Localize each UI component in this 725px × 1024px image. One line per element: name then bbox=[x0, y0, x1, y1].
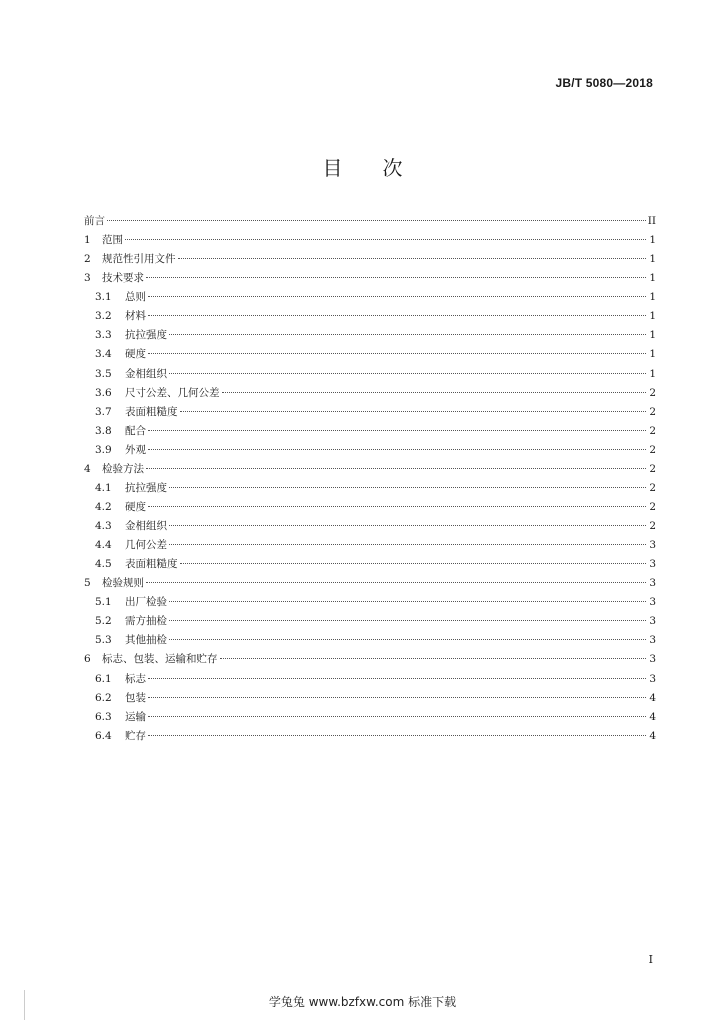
toc-entry-title: 材料 bbox=[125, 310, 146, 323]
toc-entry-number: 4.4 bbox=[95, 539, 112, 552]
toc-dot-leader bbox=[148, 734, 646, 736]
toc-entry-number: 3 bbox=[84, 272, 91, 285]
toc-entry-number: 4 bbox=[84, 462, 91, 475]
toc-entry-number: 3.2 bbox=[95, 310, 112, 323]
toc-entry[interactable] bbox=[84, 613, 656, 632]
toc-entry-title: 金相组织 bbox=[125, 367, 167, 380]
page-number: I bbox=[648, 953, 653, 966]
toc-entry[interactable] bbox=[84, 327, 656, 346]
toc-dot-leader bbox=[148, 352, 646, 354]
toc-entry-title: 检验规则 bbox=[102, 577, 144, 590]
toc-entry-page: 1 bbox=[649, 253, 656, 266]
toc-dot-leader bbox=[125, 238, 646, 240]
toc-entry-title: 尺寸公差、几何公差 bbox=[125, 386, 220, 399]
toc-entry[interactable] bbox=[84, 423, 656, 442]
toc-entry-title: 几何公差 bbox=[125, 539, 167, 552]
toc-entry-page: 3 bbox=[649, 615, 656, 628]
toc-entry-title: 运输 bbox=[125, 710, 146, 723]
toc-dot-leader bbox=[169, 619, 646, 621]
toc-dot-leader bbox=[148, 295, 646, 297]
toc-entry[interactable] bbox=[84, 518, 656, 537]
toc-dot-leader bbox=[169, 543, 646, 545]
toc-entry-title: 出厂检验 bbox=[125, 596, 167, 609]
toc-entry[interactable] bbox=[84, 728, 656, 747]
toc-entry[interactable] bbox=[84, 289, 656, 308]
toc-dot-leader bbox=[148, 448, 646, 450]
toc-entry[interactable] bbox=[84, 671, 656, 690]
toc-entry-page: 1 bbox=[649, 291, 656, 304]
toc-entry[interactable] bbox=[84, 232, 656, 251]
toc-entry[interactable] bbox=[84, 480, 656, 499]
page-title bbox=[0, 152, 725, 181]
toc-entry-page: II bbox=[647, 215, 656, 227]
toc-entry-number: 4.3 bbox=[95, 520, 112, 532]
toc-entry[interactable] bbox=[84, 499, 656, 518]
toc-entry-number: 3.1 bbox=[95, 291, 112, 304]
toc-entry[interactable] bbox=[84, 537, 656, 556]
toc-entry-number: 3.6 bbox=[95, 386, 112, 399]
toc-entry-title: 表面粗糙度 bbox=[125, 405, 178, 418]
toc-entry-number: 5.1 bbox=[95, 596, 112, 609]
toc-entry[interactable] bbox=[84, 575, 656, 594]
toc-entry-page: 1 bbox=[649, 348, 656, 361]
toc-entry[interactable] bbox=[84, 366, 656, 385]
toc-entry-title: 总则 bbox=[125, 291, 146, 304]
toc-entry-page: 3 bbox=[649, 558, 656, 571]
table-of-contents bbox=[84, 213, 656, 747]
toc-entry-title: 前言 bbox=[84, 215, 105, 227]
toc-dot-leader bbox=[169, 638, 646, 640]
toc-dot-leader bbox=[169, 600, 646, 602]
toc-entry[interactable] bbox=[84, 461, 656, 480]
toc-entry-page: 3 bbox=[649, 672, 656, 685]
toc-entry-page: 3 bbox=[649, 577, 656, 590]
toc-entry-number: 6.2 bbox=[95, 691, 112, 704]
toc-dot-leader bbox=[169, 524, 646, 526]
toc-entry-title: 标志 bbox=[125, 672, 146, 685]
toc-dot-leader bbox=[169, 333, 646, 335]
toc-entry[interactable] bbox=[84, 404, 656, 423]
toc-entry-page: 4 bbox=[649, 710, 656, 723]
toc-entry-page: 1 bbox=[649, 234, 656, 247]
toc-entry-title: 需方抽检 bbox=[125, 615, 167, 628]
toc-entry[interactable] bbox=[84, 213, 656, 232]
toc-entry-page: 2 bbox=[649, 481, 656, 494]
toc-entry-page: 1 bbox=[649, 329, 656, 342]
toc-entry-page: 2 bbox=[649, 500, 656, 513]
toc-entry-page: 3 bbox=[649, 634, 656, 647]
toc-dot-leader bbox=[146, 581, 646, 583]
toc-dot-leader bbox=[169, 486, 646, 488]
toc-entry[interactable] bbox=[84, 442, 656, 461]
toc-entry-number: 6.1 bbox=[95, 672, 112, 685]
toc-entry-number: 6.4 bbox=[95, 729, 112, 742]
toc-entry-page: 2 bbox=[649, 405, 656, 418]
toc-entry-page: 2 bbox=[649, 386, 656, 399]
standard-id: JB/T 5080—2018 bbox=[555, 76, 653, 90]
toc-entry-title: 外观 bbox=[125, 443, 146, 456]
toc-entry-page: 3 bbox=[649, 653, 656, 666]
toc-entry-number: 6.3 bbox=[95, 710, 112, 723]
toc-entry-number: 5.3 bbox=[95, 634, 112, 647]
toc-entry-page: 1 bbox=[649, 367, 656, 380]
toc-entry[interactable] bbox=[84, 690, 656, 709]
toc-entry[interactable] bbox=[84, 632, 656, 651]
toc-entry-page: 4 bbox=[649, 691, 656, 704]
watermark-text: 学兔兔 www.bzfxw.com 标准下载 bbox=[268, 995, 457, 1009]
toc-dot-leader bbox=[107, 219, 646, 221]
toc-dot-leader bbox=[220, 657, 647, 659]
toc-entry-number: 1 bbox=[84, 234, 91, 247]
toc-entry-number: 5.2 bbox=[95, 615, 112, 628]
toc-entry-page: 2 bbox=[649, 424, 656, 437]
toc-dot-leader bbox=[180, 410, 647, 412]
toc-entry-page: 4 bbox=[649, 729, 656, 742]
toc-entry-number: 3.3 bbox=[95, 329, 112, 342]
toc-entry-title: 其他抽检 bbox=[125, 634, 167, 647]
toc-entry-number: 3.5 bbox=[95, 367, 112, 380]
toc-entry-number: 4.2 bbox=[95, 500, 112, 513]
toc-entry-page: 2 bbox=[649, 520, 656, 532]
toc-entry-title: 包装 bbox=[125, 691, 146, 704]
toc-entry[interactable] bbox=[84, 556, 656, 575]
toc-entry-number: 3.8 bbox=[95, 424, 112, 437]
toc-entry[interactable] bbox=[84, 594, 656, 613]
toc-entry-title: 规范性引用文件 bbox=[102, 253, 176, 266]
toc-entry-number: 5 bbox=[84, 577, 91, 590]
toc-entry-page: 3 bbox=[649, 539, 656, 552]
toc-entry-page: 1 bbox=[649, 310, 656, 323]
toc-entry-number: 3.9 bbox=[95, 443, 112, 456]
toc-dot-leader bbox=[146, 276, 646, 278]
title-char-left: 目 bbox=[322, 156, 343, 180]
toc-entry-number: 6 bbox=[84, 653, 91, 666]
toc-entry-page: 2 bbox=[649, 462, 656, 475]
toc-dot-leader bbox=[148, 715, 646, 717]
toc-entry-title: 检验方法 bbox=[102, 462, 144, 475]
toc-entry[interactable] bbox=[84, 346, 656, 365]
toc-entry-title: 配合 bbox=[125, 424, 146, 437]
toc-entry-title: 硬度 bbox=[125, 500, 146, 513]
title-char-right: 次 bbox=[382, 156, 403, 180]
toc-entry-title: 抗拉强度 bbox=[125, 329, 167, 342]
toc-entry-title: 表面粗糙度 bbox=[125, 558, 178, 571]
toc-dot-leader bbox=[148, 696, 646, 698]
toc-entry-title: 金相组织 bbox=[125, 520, 167, 532]
toc-dot-leader bbox=[148, 677, 646, 679]
toc-entry[interactable] bbox=[84, 308, 656, 327]
toc-dot-leader bbox=[180, 562, 647, 564]
toc-entry-number: 2 bbox=[84, 253, 91, 266]
toc-dot-leader bbox=[148, 429, 646, 431]
toc-entry-page: 1 bbox=[649, 272, 656, 285]
toc-entry-title: 标志、包装、运输和贮存 bbox=[102, 653, 218, 666]
toc-dot-leader bbox=[178, 257, 647, 259]
toc-entry-number: 3.7 bbox=[95, 405, 112, 418]
toc-dot-leader bbox=[169, 372, 646, 374]
toc-entry[interactable] bbox=[84, 709, 656, 728]
toc-entry-page: 2 bbox=[649, 443, 656, 456]
toc-entry-title: 范围 bbox=[102, 234, 123, 247]
toc-dot-leader bbox=[148, 314, 646, 316]
toc-entry[interactable] bbox=[84, 270, 656, 289]
toc-entry-title: 技术要求 bbox=[102, 272, 144, 285]
toc-entry-page: 3 bbox=[649, 596, 656, 609]
toc-entry-title: 硬度 bbox=[125, 348, 146, 361]
toc-entry-title: 贮存 bbox=[125, 729, 146, 742]
toc-entry[interactable] bbox=[84, 385, 656, 404]
toc-entry[interactable] bbox=[84, 651, 656, 670]
toc-entry-title: 抗拉强度 bbox=[125, 481, 167, 494]
toc-dot-leader bbox=[146, 467, 646, 469]
toc-dot-leader bbox=[222, 391, 647, 393]
toc-dot-leader bbox=[148, 505, 646, 507]
toc-entry-number: 3.4 bbox=[95, 348, 112, 361]
toc-entry-number: 4.1 bbox=[95, 481, 112, 494]
toc-entry-number: 4.5 bbox=[95, 558, 112, 571]
toc-entry[interactable] bbox=[84, 251, 656, 270]
